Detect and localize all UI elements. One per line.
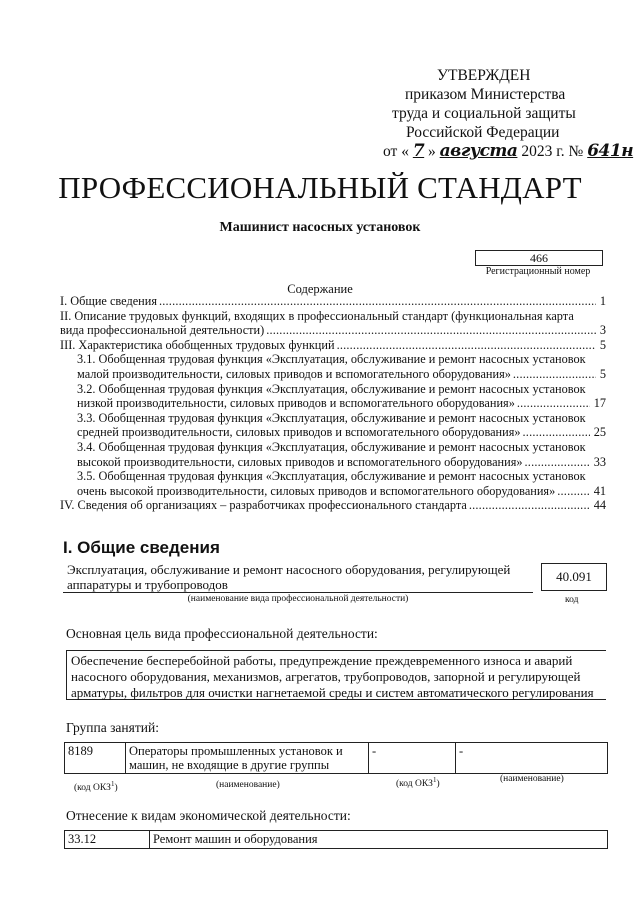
okved-table (64, 830, 608, 849)
okz-name-line: машин, не входящие в другие группы (129, 758, 330, 772)
table-of-contents (60, 294, 606, 513)
toc-item[interactable] (60, 294, 606, 309)
caption-name: (наименование) (216, 780, 280, 790)
okz-name (126, 743, 369, 774)
approval-line: приказом Министерства (405, 86, 566, 103)
activity-name (63, 562, 533, 605)
toc-item-page: 44 (593, 498, 606, 513)
toc-item-page: 5 (599, 337, 606, 352)
toc-item-text: вида профессиональной деятельности) (60, 323, 265, 338)
activity-code: 40.091 (541, 563, 607, 591)
occupation-group-table (64, 742, 608, 774)
toc-item-text: очень высокой производительности, силовых приводов и вспомогательного оборудования» (77, 483, 556, 498)
document-title: ПРОФЕССИОНАЛЬНЫЙ СТАНДАРТ (58, 170, 582, 205)
activity-caption: (наименование вида профессиональной деятельности) (63, 592, 533, 605)
okz-code-2: - (369, 743, 456, 774)
toc-item[interactable] (60, 309, 606, 338)
okved-label: Отнесение к видам экономической деятельности: (66, 808, 351, 823)
table-row (65, 743, 608, 774)
toc-item-text: IV. Сведения об организациях – разработчиках профессионального стандарта (60, 498, 467, 513)
approval-day: 7 (412, 141, 425, 161)
approval-heading: УТВЕРЖДЕН (437, 67, 531, 84)
approval-month: августа (439, 141, 518, 161)
toc-item-text: высокой производительности, силовых приводов и вспомогательного оборудования» (77, 454, 523, 469)
approval-date (383, 142, 633, 161)
goal-line: арматуры, фильтров для очистки нагнетаемой среды и систем автоматического регулирования (71, 685, 594, 700)
activity-line: аппаратуры и трубопроводов (67, 577, 228, 592)
toc-item-page: 1 (599, 294, 606, 308)
section-heading: I. Общие сведения (63, 538, 220, 557)
toc-item-page: 33 (593, 454, 606, 469)
toc-item[interactable] (60, 411, 606, 440)
group-label: Группа занятий: (66, 720, 159, 735)
okz-name-line: Операторы промышленных установок и (129, 744, 343, 758)
toc-item-text: малой производительности, силовых приводов и вспомогательного оборудования» (77, 366, 511, 381)
toc-item-page: 41 (593, 483, 606, 498)
toc-item[interactable] (60, 469, 606, 498)
toc-item-text: 3.1. Обобщенная трудовая функция «Эксплуатация, обслуживание и ремонт насосных установок (77, 352, 586, 367)
toc-item[interactable] (60, 440, 606, 469)
toc-item-text: 3.5. Обобщенная трудовая функция «Эксплуатация, обслуживание и ремонт насосных установок (77, 469, 586, 484)
goal-box (66, 650, 606, 700)
approval-line: Российской Федерации (406, 124, 560, 141)
okved-code: 33.12 (65, 831, 150, 849)
approval-year: 2023 г. № (521, 143, 584, 160)
okz-name-2: - (456, 743, 608, 774)
registration-label: Регистрационный номер (485, 266, 591, 277)
caption-name-2: (наименование) (500, 774, 564, 784)
approval-number: 641н (587, 141, 634, 161)
toc-item-text: III. Характеристика обобщенных трудовых функций (60, 337, 335, 352)
toc-item-text: 3.3. Обобщенная трудовая функция «Эксплуатация, обслуживание и ремонт насосных установок (77, 410, 586, 425)
toc-item[interactable] (60, 352, 606, 381)
toc-item[interactable] (60, 382, 606, 411)
toc-item-text: 3.2. Обобщенная трудовая функция «Эксплуатация, обслуживание и ремонт насосных установок (77, 381, 586, 396)
date-mid: » (428, 143, 436, 160)
registration-number: 466 (475, 250, 603, 266)
toc-item-text: 3.4. Обобщенная трудовая функция «Эксплуатация, обслуживание и ремонт насосных установок (77, 439, 586, 454)
toc-item[interactable] (60, 338, 606, 353)
toc-item-page: 17 (593, 396, 606, 411)
activity-line: Эксплуатация, обслуживание и ремонт насосного оборудования, регулирующей (67, 562, 511, 577)
toc-item[interactable] (60, 498, 606, 513)
caption-okz-code: (код ОКЗ$^1$) (74, 780, 118, 794)
toc-item-page: 3 (599, 323, 606, 338)
okved-name: Ремонт машин и оборудования (150, 831, 608, 849)
toc-heading: Содержание (287, 282, 353, 296)
document-subtitle: Машинист насосных установок (219, 220, 421, 235)
toc-item-page: 5 (599, 366, 606, 381)
caption-okz-code-2: (код ОКЗ$^1$) (396, 776, 440, 790)
toc-item-text: II. Описание трудовых функций, входящих в профессиональный стандарт (функциональная карта (60, 308, 574, 323)
date-prefix: от « (383, 143, 409, 160)
goal-line: Обеспечение бесперебойной работы, предупреждение преждевременного износа и аварий (71, 653, 573, 668)
goal-line: насосного оборудования, механизмов, агрегатов, трубопроводов, запорной и регулирующей (71, 669, 581, 684)
toc-item-text: I. Общие сведения (60, 294, 157, 308)
toc-item-page: 25 (593, 425, 606, 440)
toc-item-text: низкой производительности, силовых приводов и вспомогательного оборудования» (77, 396, 515, 411)
table-row (65, 831, 608, 849)
code-caption: код (565, 595, 579, 605)
approval-line: труда и социальной защиты (392, 105, 576, 122)
goal-label: Основная цель вида профессиональной деятельности: (66, 626, 378, 641)
okz-code: 8189 (65, 743, 126, 774)
toc-item-text: средней производительности, силовых приводов и вспомогательного оборудования» (77, 425, 521, 440)
